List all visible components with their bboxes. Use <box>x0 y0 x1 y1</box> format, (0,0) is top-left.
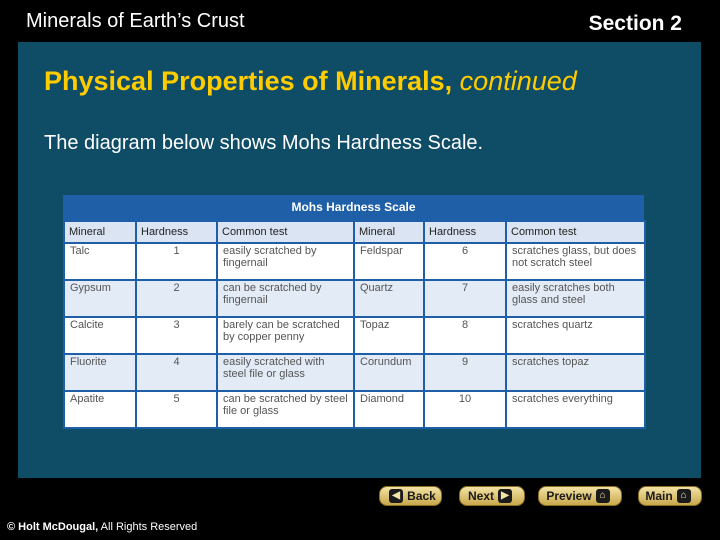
next-button[interactable] <box>459 486 525 506</box>
column-header: Hardness <box>136 221 217 243</box>
table-header-row <box>64 221 645 243</box>
slide-title-main: Physical Properties of Minerals, <box>44 66 453 96</box>
table-cell: Talc <box>64 243 136 280</box>
slide-title-suffix: continued <box>459 66 577 96</box>
copyright-notice <box>7 521 197 533</box>
table-cell: 8 <box>424 317 506 354</box>
column-header: Common test <box>506 221 645 243</box>
table-cell: 3 <box>136 317 217 354</box>
table-cell: 7 <box>424 280 506 317</box>
table-row <box>64 354 645 391</box>
mohs-table-figure <box>63 195 644 423</box>
table-row <box>64 391 645 428</box>
table-cell: 6 <box>424 243 506 280</box>
table-cell: can be scratched by steel file or glass <box>217 391 354 428</box>
back-button-label: Back <box>407 489 436 503</box>
table-cell: barely can be scratched by copper penny <box>217 317 354 354</box>
table-cell: scratches topaz <box>506 354 645 391</box>
table-cell: easily scratches both glass and steel <box>506 280 645 317</box>
back-button[interactable] <box>379 486 442 506</box>
table-cell: 5 <box>136 391 217 428</box>
table-cell: 9 <box>424 354 506 391</box>
table-cell: Corundum <box>354 354 424 391</box>
table-cell: Diamond <box>354 391 424 428</box>
table-cell: scratches quartz <box>506 317 645 354</box>
slide-subtitle: The diagram below shows Mohs Hardness Scale. <box>44 132 484 154</box>
header-chapter-title: Minerals of Earth’s Crust <box>26 10 245 32</box>
chevron-left-icon: ◀ <box>389 489 403 503</box>
table-cell: easily scratched with steel file or glass <box>217 354 354 391</box>
copyright-brand: © Holt McDougal, <box>7 521 99 533</box>
column-header: Mineral <box>64 221 136 243</box>
table-cell: 1 <box>136 243 217 280</box>
main-button[interactable] <box>638 486 702 506</box>
table-cell: easily scratched by fingernail <box>217 243 354 280</box>
mohs-table <box>63 220 646 429</box>
home-icon: ⌂ <box>677 489 691 503</box>
table-cell: Feldspar <box>354 243 424 280</box>
table-cell: can be scratched by fingernail <box>217 280 354 317</box>
table-cell: 4 <box>136 354 217 391</box>
next-button-label: Next <box>467 489 494 503</box>
preview-button-label: Preview <box>546 489 592 503</box>
table-cell: scratches everything <box>506 391 645 428</box>
column-header: Mineral <box>354 221 424 243</box>
table-cell: Calcite <box>64 317 136 354</box>
chevron-right-icon: ▶ <box>498 489 512 503</box>
home-icon: ⌂ <box>596 489 610 503</box>
table-cell: Apatite <box>64 391 136 428</box>
table-cell: Topaz <box>354 317 424 354</box>
table-cell: scratches glass, but does not scratch steel <box>506 243 645 280</box>
preview-button[interactable] <box>538 486 622 506</box>
table-row <box>64 317 645 354</box>
table-cell: 10 <box>424 391 506 428</box>
table-cell: 2 <box>136 280 217 317</box>
column-header: Common test <box>217 221 354 243</box>
column-header: Hardness <box>424 221 506 243</box>
table-cell: Fluorite <box>64 354 136 391</box>
main-button-label: Main <box>645 489 673 503</box>
table-row <box>64 243 645 280</box>
table-cell: Gypsum <box>64 280 136 317</box>
table-title: Mohs Hardness Scale <box>291 200 416 214</box>
header-section-label: Section 2 <box>588 12 682 35</box>
copyright-rights: All Rights Reserved <box>100 521 198 533</box>
table-cell: Quartz <box>354 280 424 317</box>
slide-title <box>44 66 577 97</box>
table-row <box>64 280 645 317</box>
